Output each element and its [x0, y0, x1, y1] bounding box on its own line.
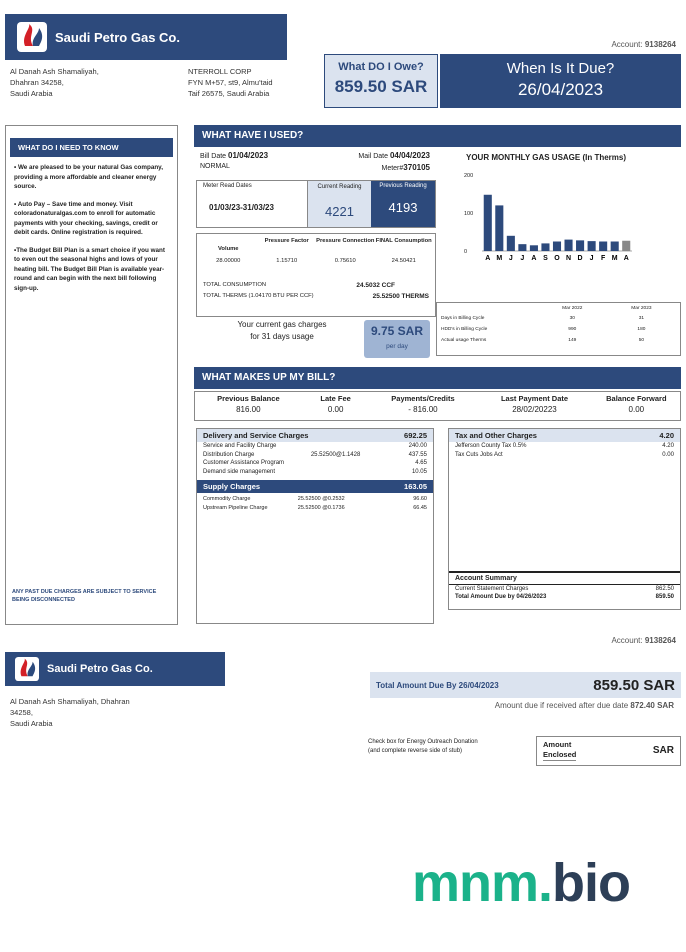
charge-row: Customer Assistance Program 4.65: [203, 460, 427, 466]
charges-panel: Delivery and Service Charges 692.25 Service and Facility Charge 240.00 Distribution Charge 25.52500@1.1428 437.55 Customer Assistance Program 4.65 Demand side management 10.05 Supply Charges 163.05 Commodity Charge 25.52500 @0.2532 96.60 Upstream Pipeline Charge 25.52500 @0.1736 66.45: [196, 428, 434, 624]
company-name: Saudi Petro Gas Co.: [55, 29, 180, 45]
used-section-title: WHAT HAVE I USED?: [194, 125, 681, 147]
x-tick-label: D: [577, 255, 583, 262]
usage-bar: [518, 244, 526, 251]
x-tick-label: M: [496, 255, 503, 262]
x-tick-label: A: [623, 255, 629, 262]
watermark-logo: mnm.bio: [412, 853, 631, 913]
flame-logo-icon: [17, 22, 47, 52]
y-tick-label: 100: [464, 211, 474, 217]
usage-chart: [450, 165, 650, 270]
usage-bar: [495, 205, 503, 251]
info-sidebar: [5, 125, 178, 625]
service-address: NTERROLL CORP FYN M+57, st9, Almu'taid Taif 26575, Saudi Arabia: [188, 67, 273, 98]
usage-bar: [622, 241, 630, 251]
y-tick-label: 0: [464, 249, 468, 255]
tax-panel: Tax and Other Charges 4.20 Jefferson County Tax 0.5% 4.20 Tax Cuts Jobs Act 0.00 Account Summary Current Statement Charges 862.50 Total Amount Due by 04/26/2023 859.50: [448, 428, 681, 610]
x-tick-label: N: [566, 255, 572, 262]
previous-reading: 4193: [388, 200, 418, 215]
comparison-row: Days in Billing Cycle 30 31: [441, 316, 645, 321]
read-dates: 01/03/23-31/03/23: [209, 203, 274, 212]
charge-row: Commodity Charge 25.52500 @0.2532 96.60: [203, 496, 427, 502]
x-tick-label: A: [531, 255, 537, 262]
makeup-section-title: WHAT MAKES UP MY BILL?: [194, 367, 681, 389]
sidebar-item: •The Budget Bill Plan is a smart choice if you want to even out the seasonal highs and lows of your heating bill. The Budget Bill Plan is available year-round and can begin with the next bill following sign-up.: [14, 246, 165, 292]
sidebar-item: • Auto Pay – Save time and money. Visit coloradonaturalgas.com to enroll for automatic payments with your checking, savings, credit or debit cards. Online registration is required.: [14, 200, 158, 236]
comparison-table: [436, 302, 681, 356]
account-number: Account: 9138264: [611, 40, 676, 49]
usage-chart-title: YOUR MONTHLY GAS USAGE (In Therms): [466, 153, 627, 162]
usage-bar: [565, 240, 573, 251]
sidebar-title: WHAT DO I NEED TO KNOW: [10, 138, 173, 157]
x-tick-label: J: [589, 255, 594, 262]
x-tick-label: J: [520, 255, 525, 262]
charge-row: Jefferson County Tax 0.5% 4.20: [455, 443, 674, 449]
comparison-row: HDD's in Billing Cycle 990 180: [441, 327, 646, 332]
bill-dates: Bill Date 01/04/2023 Mail Date 04/04/2023 NORMAL Meter#370105: [200, 151, 430, 172]
company-logo: [5, 14, 287, 60]
reading-box: Meter Read Dates 01/03/23-31/03/23 Current Reading 4221 Previous Reading 4193: [196, 180, 436, 228]
sidebar-item: • We are pleased to be your natural Gas company, providing a more affordable and cleaner energy source.: [14, 164, 163, 190]
customer-address: Al Danah Ash Shamaliyah, Dhahran 34258, Saudi Arabia: [10, 67, 99, 98]
stub-address: Al Danah Ash Shamaliyah, Dhahran 34258, Saudi Arabia: [10, 697, 130, 728]
usage-bar: [588, 241, 596, 251]
x-tick-label: O: [554, 255, 560, 262]
usage-bar: [507, 236, 515, 251]
due-box: When Is It Due? 26/04/2023: [440, 54, 681, 108]
late-amount: Amount due if received after due date 872.40 SAR: [494, 701, 674, 710]
amount-enclosed-field[interactable]: Amount Enclosed SAR: [536, 736, 681, 766]
charge-row: Tax Cuts Jobs Act 0.00: [455, 451, 674, 458]
x-tick-label: F: [601, 255, 606, 262]
charge-row: Demand side management 10.05: [203, 468, 427, 475]
usage-bar: [611, 242, 619, 252]
x-tick-label: A: [485, 255, 491, 262]
current-reading: 4221: [325, 204, 354, 219]
y-tick-label: 200: [464, 173, 474, 179]
usage-bar: [484, 195, 492, 251]
comparison-row: Mar 2022 Mar 2023: [562, 306, 652, 311]
charge-row: Distribution Charge 25.52500@1.1428 437.55: [203, 451, 427, 458]
usage-bar: [553, 242, 561, 252]
stub-account: Account: 9138264: [611, 636, 676, 645]
stub-logo: Saudi Petro Gas Co.: [5, 652, 225, 686]
x-tick-label: S: [543, 255, 548, 262]
stub-total-box: Total Amount Due By 26/04/2023 859.50 SAR: [370, 672, 681, 698]
makeup-table: Previous Balance Late Fee Payments/Credits Last Payment Date Balance Forward 816.00 0.00 - 816.00 28/02/20223 0.00: [194, 391, 681, 421]
comparison-row: Actual usage Therms 149 50: [441, 338, 645, 343]
disconnect-notice: ANY PAST DUE CHARGES ARE SUBJECT TO SERVICE BEING DISCONNECTED: [12, 589, 157, 603]
owe-box: What DO I Owe? 859.50 SAR: [324, 54, 438, 108]
usage-bar: [576, 240, 584, 251]
donation-checkbox-text[interactable]: Check box for Energy Outreach Donation (and complete reverse side of stub): [368, 739, 478, 754]
charge-row: Upstream Pipeline Charge 25.52500 @0.1736 66.45: [203, 505, 427, 511]
flame-logo-icon: [15, 657, 39, 681]
x-tick-label: M: [611, 255, 618, 262]
usage-bar: [541, 243, 549, 251]
charge-row: Service and Facility Charge 240.00: [203, 443, 427, 449]
daily-cost-text: Your current gas charges for 31 days usage: [237, 320, 327, 341]
usage-bar: [530, 245, 538, 251]
x-tick-label: J: [508, 255, 513, 262]
consumption-calc: Volume Pressure Factor Pressure Connection FINAL Consumption 28.00000 1.15710 0.75610 24.50421 TOTAL CONSUMPTION 24.5032 CCF TOTAL THERMS (1.04170 BTU PER CCF) 25.52500 THERMS: [196, 233, 436, 317]
summary-title: Account Summary: [449, 573, 680, 585]
usage-bar: [599, 242, 607, 252]
daily-cost-box: 9.75 SAR per day: [364, 320, 430, 358]
